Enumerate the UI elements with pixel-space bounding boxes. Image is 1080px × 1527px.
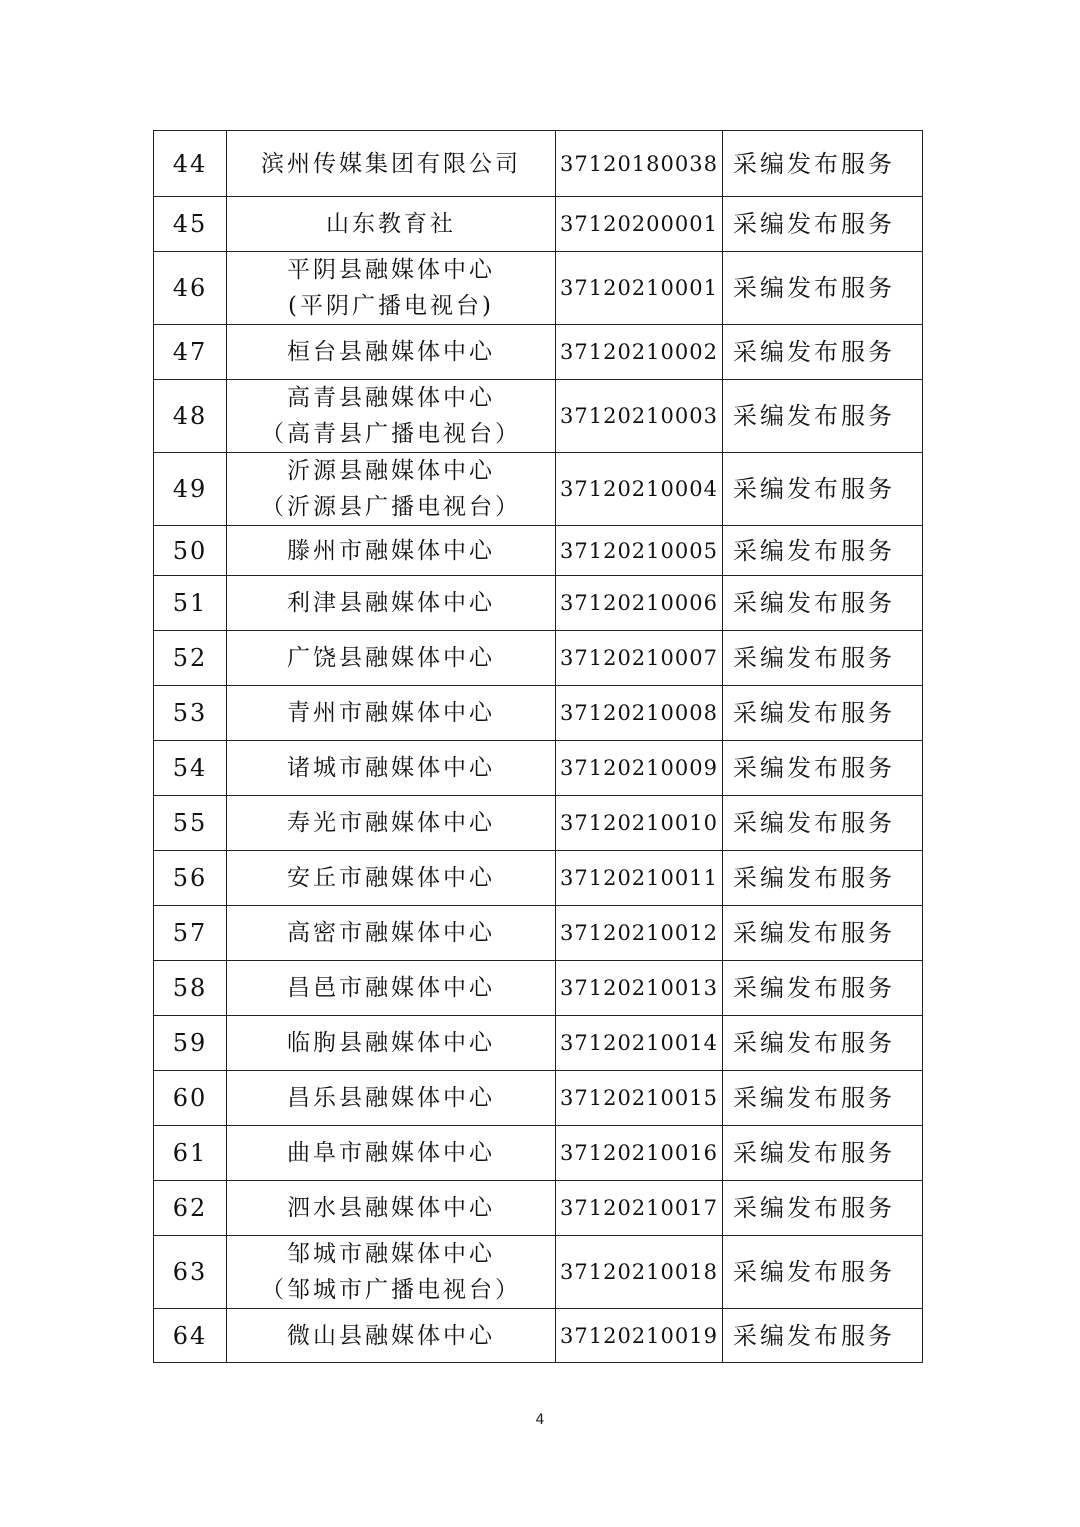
service-type: 采编发布服务 (723, 686, 923, 741)
organization-name-cell (227, 1236, 556, 1309)
license-code: 37120210003 (556, 380, 723, 453)
organization-name-cell (227, 1181, 556, 1236)
license-code: 37120210012 (556, 906, 723, 961)
row-number: 48 (154, 380, 227, 453)
service-type: 采编发布服务 (723, 741, 923, 796)
license-code: 37120210015 (556, 1071, 723, 1126)
row-number: 60 (154, 1071, 227, 1126)
organization-name: 诸城市融媒体中心 (287, 755, 495, 781)
service-type: 采编发布服务 (723, 1181, 923, 1236)
service-type: 采编发布服务 (723, 197, 923, 252)
license-code: 37120210017 (556, 1181, 723, 1236)
organization-name-cell (227, 631, 556, 686)
organization-name: 青州市融媒体中心 (287, 700, 495, 726)
organization-name-cell (227, 197, 556, 252)
organization-name-cell (227, 380, 556, 453)
organization-name: 滨州传媒集团有限公司 (261, 150, 521, 177)
organization-name-cell (227, 961, 556, 1016)
table-row (154, 851, 923, 906)
service-type: 采编发布服务 (723, 453, 923, 526)
organization-name: 桓台县融媒体中心 (287, 339, 495, 365)
table-row (154, 686, 923, 741)
service-type: 采编发布服务 (723, 851, 923, 906)
table-row (154, 1016, 923, 1071)
table-row (154, 453, 923, 526)
license-code: 37120210010 (556, 796, 723, 851)
organization-name: 沂源县融媒体中心 (287, 458, 495, 484)
organization-name-cell (227, 453, 556, 526)
service-type: 采编发布服务 (723, 325, 923, 380)
organization-name: 高青县融媒体中心 (287, 385, 495, 411)
organization-name: 利津县融媒体中心 (287, 590, 495, 616)
organization-name: 泗水县融媒体中心 (287, 1195, 495, 1221)
organization-name-cell (227, 1016, 556, 1071)
organization-name-cell (227, 526, 556, 576)
row-number: 50 (154, 526, 227, 576)
license-code: 37120210016 (556, 1126, 723, 1181)
service-type: 采编发布服务 (723, 380, 923, 453)
row-number: 49 (154, 453, 227, 526)
license-code: 37120210019 (556, 1309, 723, 1363)
service-type: 采编发布服务 (723, 1126, 923, 1181)
organization-name: 临朐县融媒体中心 (287, 1030, 495, 1056)
organization-alias: （邹城市广播电视台） (261, 1277, 521, 1303)
organization-name: 昌乐县融媒体中心 (287, 1085, 495, 1111)
organization-name: 曲阜市融媒体中心 (287, 1140, 495, 1166)
organization-name: 山东教育社 (326, 211, 456, 237)
license-code: 37120210005 (556, 526, 723, 576)
license-code: 37120210013 (556, 961, 723, 1016)
row-number: 57 (154, 906, 227, 961)
license-code: 37120210018 (556, 1236, 723, 1309)
row-number: 59 (154, 1016, 227, 1071)
organization-name: 平阴县融媒体中心 (287, 257, 495, 283)
table-row (154, 252, 923, 325)
row-number: 62 (154, 1181, 227, 1236)
table-row (154, 576, 923, 631)
license-code: 37120210014 (556, 1016, 723, 1071)
service-type: 采编发布服务 (723, 906, 923, 961)
organization-alias: （沂源县广播电视台） (261, 494, 521, 520)
organization-name: 滕州市融媒体中心 (287, 537, 495, 564)
organization-name-cell (227, 1071, 556, 1126)
organization-name: 昌邑市融媒体中心 (287, 975, 495, 1001)
organization-alias: (平阴广播电视台) (288, 293, 494, 319)
organization-name-cell (227, 325, 556, 380)
table-row (154, 325, 923, 380)
table-row (154, 961, 923, 1016)
organization-name-cell (227, 252, 556, 325)
row-number: 52 (154, 631, 227, 686)
license-code: 37120210006 (556, 576, 723, 631)
registry-table-body (154, 131, 923, 1363)
organization-name-cell (227, 851, 556, 906)
row-number: 44 (154, 131, 227, 197)
row-number: 64 (154, 1309, 227, 1363)
organization-name-cell (227, 576, 556, 631)
organization-name: 安丘市融媒体中心 (287, 865, 495, 891)
organization-name: 广饶县融媒体中心 (287, 645, 495, 671)
registry-table (153, 130, 923, 1363)
organization-name-cell (227, 686, 556, 741)
organization-name-cell (227, 1126, 556, 1181)
organization-name: 高密市融媒体中心 (287, 920, 495, 946)
row-number: 45 (154, 197, 227, 252)
license-code: 37120210008 (556, 686, 723, 741)
row-number: 53 (154, 686, 227, 741)
organization-name: 寿光市融媒体中心 (287, 810, 495, 836)
license-code: 37120210004 (556, 453, 723, 526)
row-number: 46 (154, 252, 227, 325)
table-row (154, 906, 923, 961)
row-number: 54 (154, 741, 227, 796)
service-type: 采编发布服务 (723, 1016, 923, 1071)
organization-alias: （高青县广播电视台） (261, 421, 521, 447)
table-row (154, 741, 923, 796)
table-row (154, 796, 923, 851)
table-row (154, 197, 923, 252)
service-type: 采编发布服务 (723, 1309, 923, 1363)
license-code: 37120210011 (556, 851, 723, 906)
service-type: 采编发布服务 (723, 131, 923, 197)
service-type: 采编发布服务 (723, 796, 923, 851)
service-type: 采编发布服务 (723, 631, 923, 686)
table-row (154, 1181, 923, 1236)
organization-name-cell (227, 1309, 556, 1363)
table-row (154, 631, 923, 686)
license-code: 37120200001 (556, 197, 723, 252)
organization-name-cell (227, 131, 556, 197)
table-row (154, 526, 923, 576)
table-row (154, 1309, 923, 1363)
organization-name-cell (227, 796, 556, 851)
table-row (154, 1071, 923, 1126)
service-type: 采编发布服务 (723, 1236, 923, 1309)
service-type: 采编发布服务 (723, 526, 923, 576)
service-type: 采编发布服务 (723, 961, 923, 1016)
organization-name: 邹城市融媒体中心 (287, 1241, 495, 1267)
row-number: 51 (154, 576, 227, 631)
service-type: 采编发布服务 (723, 252, 923, 325)
service-type: 采编发布服务 (723, 576, 923, 631)
row-number: 58 (154, 961, 227, 1016)
organization-name: 微山县融媒体中心 (287, 1322, 495, 1349)
row-number: 47 (154, 325, 227, 380)
row-number: 56 (154, 851, 227, 906)
organization-name-cell (227, 741, 556, 796)
organization-name-cell (227, 906, 556, 961)
license-code: 37120210002 (556, 325, 723, 380)
license-code: 37120210007 (556, 631, 723, 686)
table-row (154, 131, 923, 197)
row-number: 63 (154, 1236, 227, 1309)
table-row (154, 380, 923, 453)
table-row (154, 1126, 923, 1181)
service-type: 采编发布服务 (723, 1071, 923, 1126)
row-number: 55 (154, 796, 227, 851)
license-code: 37120210009 (556, 741, 723, 796)
table-row (154, 1236, 923, 1309)
row-number: 61 (154, 1126, 227, 1181)
page-number: 4 (535, 1412, 545, 1428)
license-code: 37120210001 (556, 252, 723, 325)
license-code: 37120180038 (556, 131, 723, 197)
